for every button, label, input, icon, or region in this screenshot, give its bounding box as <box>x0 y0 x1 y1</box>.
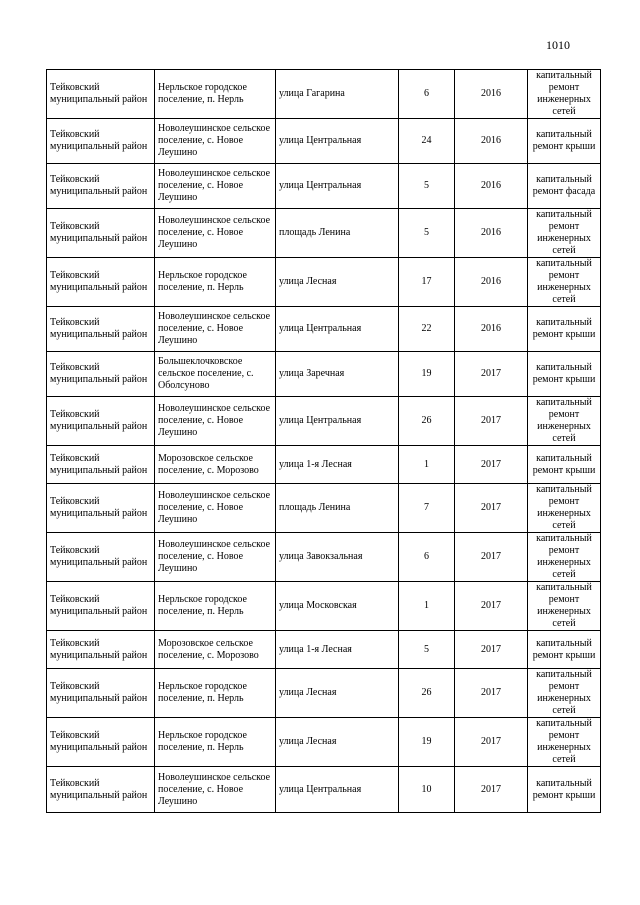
house-number-cell: 19 <box>399 352 455 397</box>
work-type-cell: капитальный ремонт крыши <box>528 631 601 669</box>
settlement-cell: Новолеушинское сельское поселение, с. Новое Леушино <box>155 397 276 446</box>
street-cell: площадь Ленина <box>276 484 399 533</box>
table-row <box>47 582 601 631</box>
settlement-cell: Нерльское городское поселение, п. Нерль <box>155 669 276 718</box>
work-type-cell: капитальный ремонт крыши <box>528 446 601 484</box>
street-cell: улица Гагарина <box>276 70 399 119</box>
street-cell: улица Завокзальная <box>276 533 399 582</box>
house-number-cell: 5 <box>399 164 455 209</box>
street-cell: улица Центральная <box>276 164 399 209</box>
district-cell: Тейковский муниципальный район <box>47 397 155 446</box>
year-cell: 2017 <box>455 446 528 484</box>
district-cell: Тейковский муниципальный район <box>47 70 155 119</box>
district-cell: Тейковский муниципальный район <box>47 352 155 397</box>
house-number-cell: 1 <box>399 446 455 484</box>
table-row <box>47 484 601 533</box>
district-cell: Тейковский муниципальный район <box>47 484 155 533</box>
settlement-cell: Нерльское городское поселение, п. Нерль <box>155 70 276 119</box>
settlement-cell: Морозовское сельское поселение, с. Морозово <box>155 631 276 669</box>
district-cell: Тейковский муниципальный район <box>47 446 155 484</box>
table-row <box>47 446 601 484</box>
settlement-cell: Новолеушинское сельское поселение, с. Новое Леушино <box>155 484 276 533</box>
year-cell: 2016 <box>455 307 528 352</box>
district-cell: Тейковский муниципальный район <box>47 718 155 767</box>
settlement-cell: Нерльское городское поселение, п. Нерль <box>155 258 276 307</box>
year-cell: 2016 <box>455 70 528 119</box>
page-number: 1010 <box>546 38 570 52</box>
table-row <box>47 70 601 119</box>
settlement-cell: Новолеушинское сельское поселение, с. Новое Леушино <box>155 164 276 209</box>
work-type-cell: капитальный ремонт инженерных сетей <box>528 669 601 718</box>
work-type-cell: капитальный ремонт инженерных сетей <box>528 533 601 582</box>
street-cell: площадь Ленина <box>276 209 399 258</box>
work-type-cell: капитальный ремонт инженерных сетей <box>528 582 601 631</box>
house-number-cell: 5 <box>399 631 455 669</box>
street-cell: улица Центральная <box>276 119 399 164</box>
year-cell: 2016 <box>455 209 528 258</box>
street-cell: улица Центральная <box>276 397 399 446</box>
work-type-cell: капитальный ремонт крыши <box>528 767 601 813</box>
house-number-cell: 26 <box>399 669 455 718</box>
work-type-cell: капитальный ремонт инженерных сетей <box>528 718 601 767</box>
table-row <box>47 533 601 582</box>
district-cell: Тейковский муниципальный район <box>47 631 155 669</box>
settlement-cell: Большеклочковское сельское поселение, с. Оболсуново <box>155 352 276 397</box>
table-row <box>47 209 601 258</box>
house-number-cell: 22 <box>399 307 455 352</box>
house-number-cell: 6 <box>399 533 455 582</box>
settlement-cell: Новолеушинское сельское поселение, с. Новое Леушино <box>155 307 276 352</box>
street-cell: улица Московская <box>276 582 399 631</box>
table-row <box>47 397 601 446</box>
street-cell: улица Центральная <box>276 767 399 813</box>
street-cell: улица Заречная <box>276 352 399 397</box>
year-cell: 2016 <box>455 164 528 209</box>
work-type-cell: капитальный ремонт фасада <box>528 164 601 209</box>
year-cell: 2017 <box>455 352 528 397</box>
year-cell: 2016 <box>455 258 528 307</box>
house-number-cell: 1 <box>399 582 455 631</box>
settlement-cell: Новолеушинское сельское поселение, с. Новое Леушино <box>155 119 276 164</box>
work-type-cell: капитальный ремонт инженерных сетей <box>528 209 601 258</box>
district-cell: Тейковский муниципальный район <box>47 164 155 209</box>
house-number-cell: 6 <box>399 70 455 119</box>
year-cell: 2017 <box>455 718 528 767</box>
settlement-cell: Нерльское городское поселение, п. Нерль <box>155 582 276 631</box>
table-row <box>47 631 601 669</box>
year-cell: 2017 <box>455 533 528 582</box>
year-cell: 2017 <box>455 484 528 533</box>
work-type-cell: капитальный ремонт крыши <box>528 352 601 397</box>
table-row <box>47 352 601 397</box>
work-type-cell: капитальный ремонт инженерных сетей <box>528 70 601 119</box>
house-number-cell: 7 <box>399 484 455 533</box>
year-cell: 2017 <box>455 767 528 813</box>
work-type-cell: капитальный ремонт инженерных сетей <box>528 258 601 307</box>
settlement-cell: Нерльское городское поселение, п. Нерль <box>155 718 276 767</box>
year-cell: 2017 <box>455 397 528 446</box>
table-row <box>47 669 601 718</box>
district-cell: Тейковский муниципальный район <box>47 119 155 164</box>
table-row <box>47 119 601 164</box>
street-cell: улица Центральная <box>276 307 399 352</box>
district-cell: Тейковский муниципальный район <box>47 258 155 307</box>
table-row <box>47 258 601 307</box>
street-cell: улица Лесная <box>276 258 399 307</box>
work-type-cell: капитальный ремонт крыши <box>528 307 601 352</box>
settlement-cell: Морозовское сельское поселение, с. Морозово <box>155 446 276 484</box>
district-cell: Тейковский муниципальный район <box>47 307 155 352</box>
year-cell: 2017 <box>455 631 528 669</box>
house-number-cell: 19 <box>399 718 455 767</box>
street-cell: улица Лесная <box>276 718 399 767</box>
work-type-cell: капитальный ремонт инженерных сетей <box>528 397 601 446</box>
year-cell: 2017 <box>455 582 528 631</box>
table-row <box>47 164 601 209</box>
table-body <box>47 70 601 813</box>
house-number-cell: 10 <box>399 767 455 813</box>
house-number-cell: 26 <box>399 397 455 446</box>
house-number-cell: 5 <box>399 209 455 258</box>
settlement-cell: Новолеушинское сельское поселение, с. Новое Леушино <box>155 209 276 258</box>
house-number-cell: 24 <box>399 119 455 164</box>
table-row <box>47 307 601 352</box>
settlement-cell: Новолеушинское сельское поселение, с. Новое Леушино <box>155 533 276 582</box>
district-cell: Тейковский муниципальный район <box>47 533 155 582</box>
work-type-cell: капитальный ремонт крыши <box>528 119 601 164</box>
district-cell: Тейковский муниципальный район <box>47 209 155 258</box>
repair-schedule-table <box>46 69 601 813</box>
table-row <box>47 767 601 813</box>
street-cell: улица 1-я Лесная <box>276 446 399 484</box>
street-cell: улица 1-я Лесная <box>276 631 399 669</box>
year-cell: 2016 <box>455 119 528 164</box>
year-cell: 2017 <box>455 669 528 718</box>
district-cell: Тейковский муниципальный район <box>47 582 155 631</box>
street-cell: улица Лесная <box>276 669 399 718</box>
work-type-cell: капитальный ремонт инженерных сетей <box>528 484 601 533</box>
district-cell: Тейковский муниципальный район <box>47 767 155 813</box>
table-row <box>47 718 601 767</box>
settlement-cell: Новолеушинское сельское поселение, с. Новое Леушино <box>155 767 276 813</box>
district-cell: Тейковский муниципальный район <box>47 669 155 718</box>
house-number-cell: 17 <box>399 258 455 307</box>
